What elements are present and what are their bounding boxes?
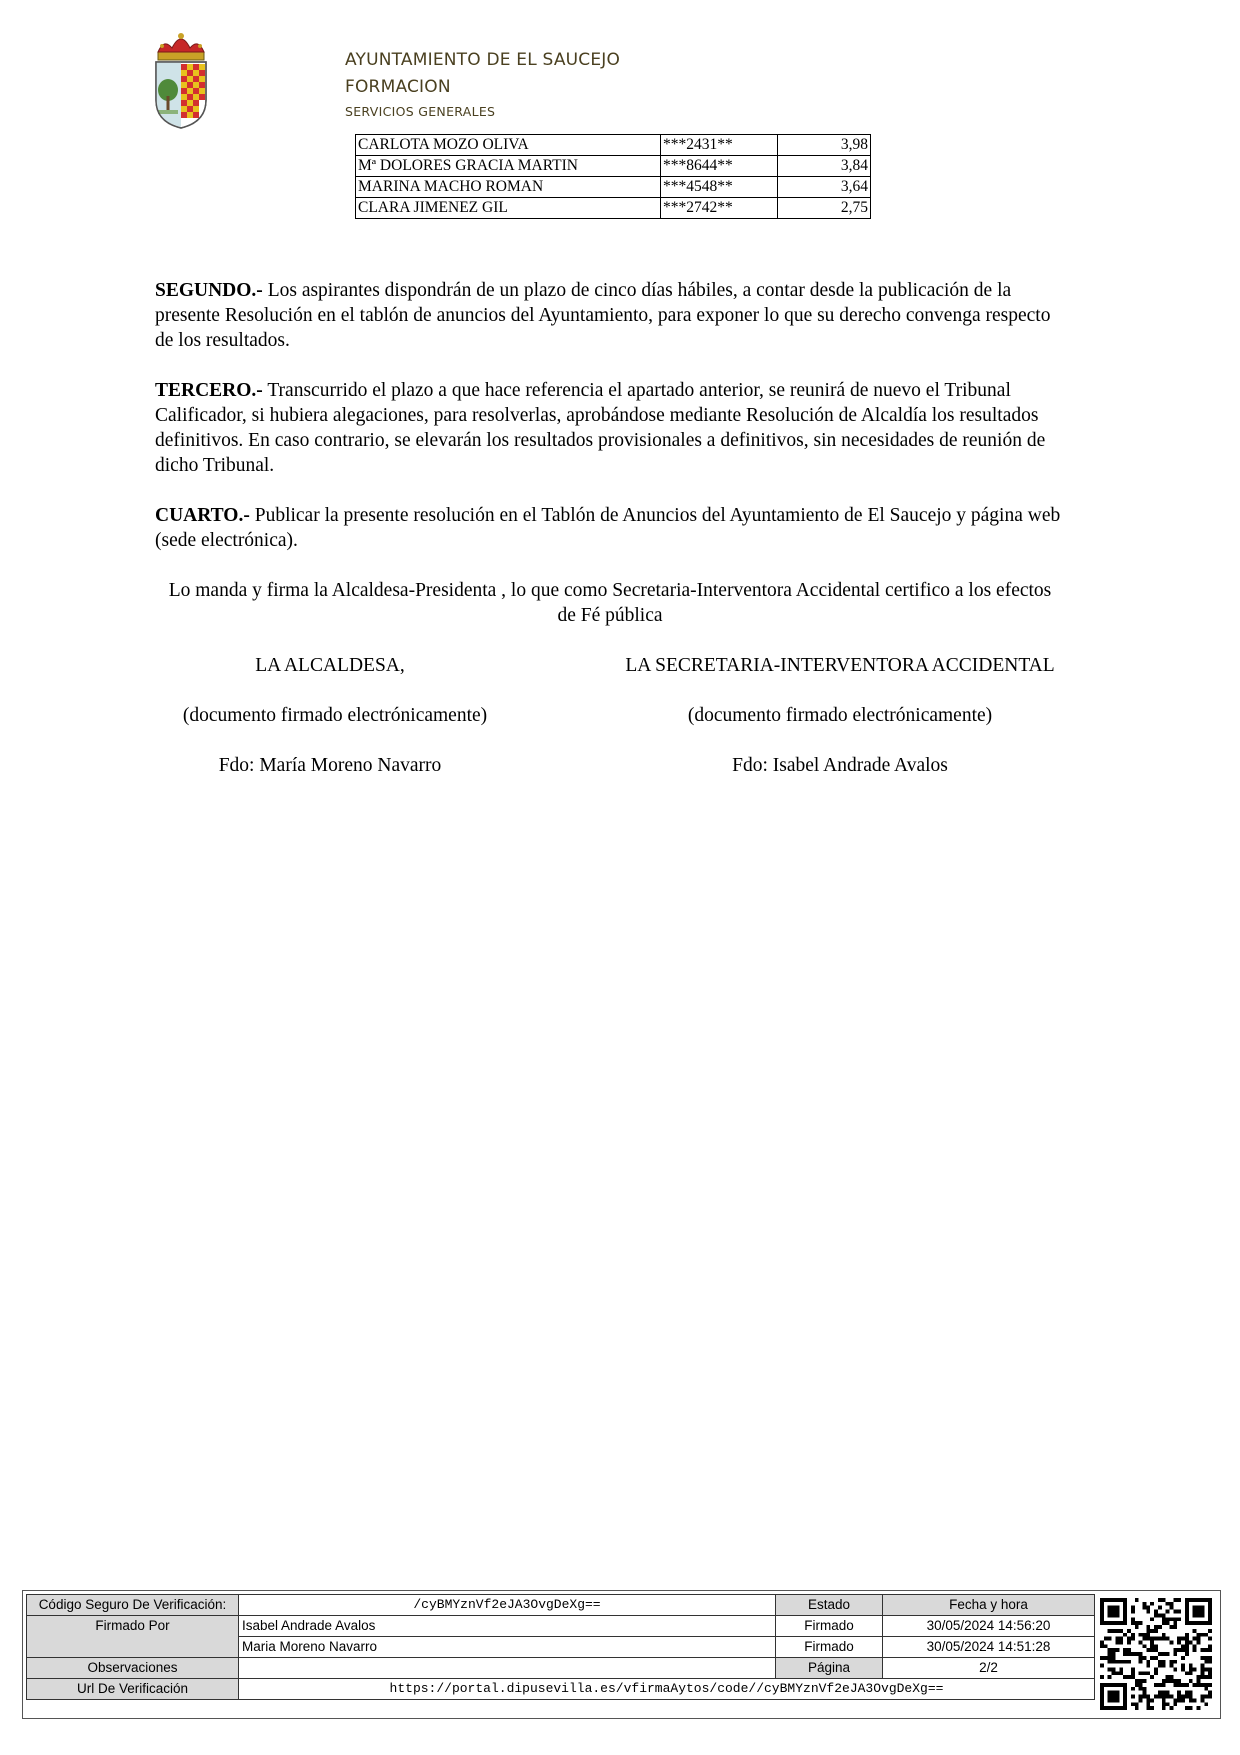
cuarto-text: Publicar la presente resolución en el Tablón de Anuncios del Ayuntamiento de El Saucejo y página web (sede electrónica). [155, 505, 1061, 551]
signature-right-note: (documento firmado electrónicamente) [687, 705, 993, 726]
paragraph-tercero [155, 378, 1065, 478]
url-label: Url De Verificación [27, 1679, 239, 1700]
signer-name: Maria Moreno Navarro [239, 1637, 776, 1658]
segundo-label: SEGUNDO.- [155, 280, 263, 301]
signature-left-title: LA ALCALDESA, [255, 655, 405, 676]
result-dni: ***8644** [661, 156, 778, 177]
result-dni: ***2431** [661, 135, 778, 156]
signer-fecha: 30/05/2024 14:51:28 [883, 1637, 1095, 1658]
observaciones-label: Observaciones [27, 1658, 239, 1679]
result-score: 3,84 [778, 156, 871, 177]
segundo-text: Los aspirantes dispondrán de un plazo de cinco días hábiles, a contar desde la publicación de la presente Resolución en el tablón de anuncios del Ayuntamiento, para exponer lo que su derecho convenga respecto de los resultados. [155, 280, 1051, 351]
result-name: CARLOTA MOZO OLIVA [356, 135, 661, 156]
result-score: 3,98 [778, 135, 871, 156]
signature-right-name: Fdo: Isabel Andrade Avalos [732, 755, 948, 776]
result-name: Mª DOLORES GRACIA MARTIN [356, 156, 661, 177]
closing-statement: Lo manda y firma la Alcaldesa-Presidenta , lo que como Secretaria-Interventora Accidental certifico a los efectos de Fé pública [168, 580, 1052, 626]
signature-right-title: LA SECRETARIA-INTERVENTORA ACCIDENTAL [625, 655, 1055, 676]
firmado-label: Firmado Por [27, 1616, 239, 1658]
pagina-value: 2/2 [883, 1658, 1095, 1679]
signer-estado: Firmado [776, 1637, 883, 1658]
result-score: 2,75 [778, 198, 871, 219]
result-name: MARINA MACHO ROMAN [356, 177, 661, 198]
result-row [356, 135, 871, 156]
result-name: CLARA JIMENEZ GIL [356, 198, 661, 219]
org-name: AYUNTAMIENTO DE EL SAUCEJO [345, 50, 621, 70]
csv-label: Código Seguro De Verificación: [27, 1595, 239, 1616]
tercero-label: TERCERO.- [155, 380, 263, 401]
signer-estado: Firmado [776, 1616, 883, 1637]
fecha-header: Fecha y hora [883, 1595, 1095, 1616]
result-score: 3,64 [778, 177, 871, 198]
org-department: FORMACION [345, 77, 451, 97]
cuarto-label: CUARTO.- [155, 505, 250, 526]
verification-url[interactable]: https://portal.dipusevilla.es/vfirmaAytos/code//cyBMYznVf2eJA3OvgDeXg== [239, 1679, 1095, 1700]
org-subdepartment: SERVICIOS GENERALES [345, 104, 496, 119]
observaciones-value [239, 1658, 776, 1679]
paragraph-segundo [155, 278, 1065, 353]
signer-fecha: 30/05/2024 14:56:20 [883, 1616, 1095, 1637]
csv-value: /cyBMYznVf2eJA3OvgDeXg== [239, 1595, 776, 1616]
results-table [355, 134, 871, 219]
result-row [356, 177, 871, 198]
estado-header: Estado [776, 1595, 883, 1616]
signature-left-name: Fdo: María Moreno Navarro [218, 755, 442, 776]
paragraph-cuarto [155, 503, 1065, 553]
municipal-crest-logo [150, 30, 212, 130]
organization-header [345, 47, 620, 123]
result-row [356, 156, 871, 177]
qr-code-icon [1100, 1596, 1212, 1712]
verification-table [26, 1594, 1095, 1700]
signer-name: Isabel Andrade Avalos [239, 1616, 776, 1637]
result-dni: ***4548** [661, 177, 778, 198]
signature-left-note: (documento firmado electrónicamente) [182, 705, 488, 726]
pagina-label: Página [776, 1658, 883, 1679]
result-row [356, 198, 871, 219]
result-dni: ***2742** [661, 198, 778, 219]
tercero-text: Transcurrido el plazo a que hace referencia el apartado anterior, se reunirá de nuevo el Tribunal Calificador, si hubiera alegaciones, para resolverlas, aprobándose mediante Resolución de Alcaldía los resultados definitivos. En caso contrario, se elevarán los resultados provisionales a definitivos, sin necesidades de reunión de dicho Tribunal. [155, 380, 1046, 476]
